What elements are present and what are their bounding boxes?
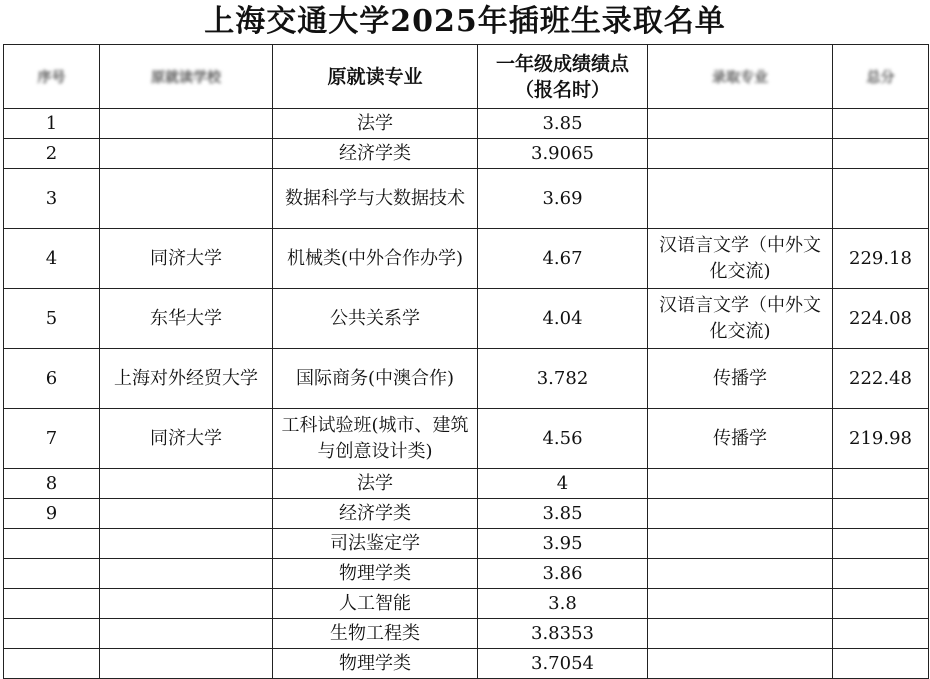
cell-new-major [648,469,833,499]
cell-major: 国际商务(中澳合作) [273,349,478,409]
cell-school [100,139,273,169]
table-row [4,589,929,619]
table-row [4,169,929,229]
cell-score [833,619,929,649]
cell-school [100,649,273,679]
table-row [4,499,929,529]
cell-seq [4,649,100,679]
table-row [4,139,929,169]
admission-table [3,44,929,679]
cell-seq [4,529,100,559]
cell-new-major [648,559,833,589]
cell-new-major [648,619,833,649]
cell-score [833,469,929,499]
cell-gpa: 3.8353 [478,619,648,649]
cell-score: 219.98 [833,409,929,469]
table-row [4,229,929,289]
cell-school [100,589,273,619]
cell-school [100,529,273,559]
table-row [4,559,929,589]
cell-gpa: 3.85 [478,499,648,529]
cell-major: 司法鉴定学 [273,529,478,559]
cell-gpa: 4 [478,469,648,499]
cell-score [833,169,929,229]
cell-score [833,559,929,589]
cell-score: 222.48 [833,349,929,409]
header-new-major: 录取专业 [648,45,833,109]
cell-new-major: 汉语言文学（中外文化交流) [648,289,833,349]
cell-major: 数据科学与大数据技术 [273,169,478,229]
cell-major: 经济学类 [273,499,478,529]
cell-gpa: 3.9065 [478,139,648,169]
cell-score [833,529,929,559]
table-row [4,409,929,469]
table-row [4,649,929,679]
cell-major: 经济学类 [273,139,478,169]
cell-major: 工科试验班(城市、建筑与创意设计类) [273,409,478,469]
cell-seq: 2 [4,139,100,169]
table-row [4,349,929,409]
cell-school [100,109,273,139]
cell-school [100,499,273,529]
cell-seq: 7 [4,409,100,469]
cell-seq: 3 [4,169,100,229]
cell-gpa: 3.8 [478,589,648,619]
cell-school [100,469,273,499]
cell-major: 人工智能 [273,589,478,619]
cell-new-major: 传播学 [648,349,833,409]
header-seq: 序号 [4,45,100,109]
header-major: 原就读专业 [273,45,478,109]
table-row [4,469,929,499]
cell-seq [4,559,100,589]
cell-gpa: 3.69 [478,169,648,229]
header-row [4,45,929,109]
cell-seq: 9 [4,499,100,529]
table-row [4,529,929,559]
header-gpa: 一年级成绩绩点（报名时） [478,45,648,109]
cell-school: 同济大学 [100,229,273,289]
table-row [4,289,929,349]
cell-major: 机械类(中外合作办学) [273,229,478,289]
cell-score [833,109,929,139]
cell-school [100,619,273,649]
cell-gpa: 4.56 [478,409,648,469]
cell-major: 公共关系学 [273,289,478,349]
cell-gpa: 4.67 [478,229,648,289]
cell-seq: 4 [4,229,100,289]
cell-seq [4,589,100,619]
cell-major: 法学 [273,469,478,499]
header-score: 总分 [833,45,929,109]
cell-seq: 5 [4,289,100,349]
cell-new-major [648,589,833,619]
cell-school: 东华大学 [100,289,273,349]
header-school: 原就读学校 [100,45,273,109]
cell-gpa: 3.85 [478,109,648,139]
cell-score [833,589,929,619]
cell-new-major [648,499,833,529]
cell-new-major: 传播学 [648,409,833,469]
cell-score [833,499,929,529]
cell-gpa: 3.782 [478,349,648,409]
table-row [4,109,929,139]
cell-seq: 8 [4,469,100,499]
cell-new-major [648,529,833,559]
cell-score [833,649,929,679]
cell-school [100,169,273,229]
cell-school: 上海对外经贸大学 [100,349,273,409]
cell-score [833,139,929,169]
cell-new-major [648,169,833,229]
cell-new-major: 汉语言文学（中外文化交流) [648,229,833,289]
cell-score: 229.18 [833,229,929,289]
cell-score: 224.08 [833,289,929,349]
cell-gpa: 4.04 [478,289,648,349]
cell-major: 物理学类 [273,649,478,679]
page-title: 上海交通大学2025年插班生录取名单 [204,4,726,39]
cell-seq: 1 [4,109,100,139]
table-row [4,619,929,649]
cell-seq: 6 [4,349,100,409]
cell-new-major [648,109,833,139]
cell-new-major [648,139,833,169]
cell-major: 生物工程类 [273,619,478,649]
cell-seq [4,619,100,649]
cell-school: 同济大学 [100,409,273,469]
cell-gpa: 3.86 [478,559,648,589]
cell-major: 物理学类 [273,559,478,589]
cell-new-major [648,649,833,679]
cell-school [100,559,273,589]
cell-gpa: 3.7054 [478,649,648,679]
cell-major: 法学 [273,109,478,139]
cell-gpa: 3.95 [478,529,648,559]
